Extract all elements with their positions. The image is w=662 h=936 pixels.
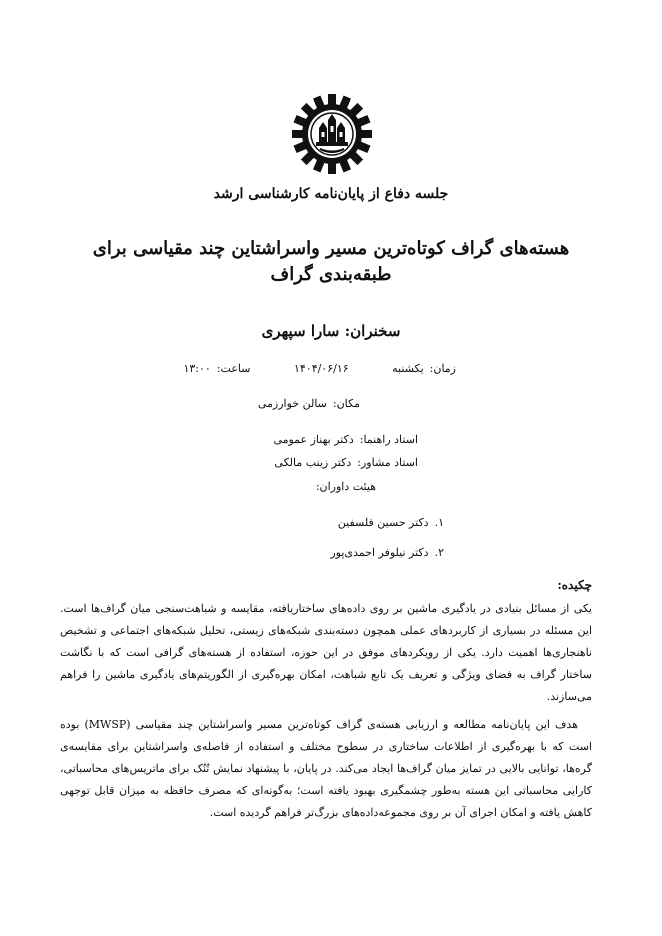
- co-advisor-value: دکتر زینب مالکی: [274, 456, 352, 469]
- date-value: ۱۴۰۴/۰۶/۱۶: [293, 362, 349, 375]
- speaker-label: سخنران:: [344, 322, 401, 340]
- jury-member: [338, 516, 444, 529]
- university-seal-icon: [290, 92, 374, 176]
- jury-member-number: ۲.: [434, 546, 444, 559]
- time-label: ساعت:: [216, 362, 251, 375]
- advisor-label: استاد راهنما:: [359, 433, 418, 446]
- jury-heading: هیئت داوران:: [315, 480, 376, 493]
- day-value: یکشنبه: [392, 362, 424, 375]
- time-value: ۱۳:۰۰: [183, 362, 211, 375]
- location-value: سالن خوارزمی: [257, 397, 327, 410]
- co-advisor-label: استاد مشاور:: [357, 456, 418, 469]
- jury-member-name: دکتر حسین فلسفین: [337, 516, 429, 529]
- abstract-heading: چکیده:: [557, 578, 592, 592]
- speaker-line: [0, 322, 662, 340]
- event-kicker: جلسه دفاع از پایان‌نامه کارشناسی ارشد: [213, 186, 449, 202]
- schedule-line: [183, 362, 456, 375]
- thesis-title: هسته‌های گراف کوتاه‌ترین مسیر واسراشتاین چند مقیاسی برای طبقه‌بندی گراف: [92, 238, 570, 285]
- date-label: زمان:: [429, 362, 456, 375]
- advisor-value: دکتر بهناز عمومی: [273, 433, 354, 446]
- advisor-line: [273, 433, 418, 446]
- location-line: [258, 397, 360, 410]
- jury-member-number: ۱.: [434, 516, 444, 529]
- co-advisor-line: [274, 456, 418, 469]
- location-label: مکان:: [332, 397, 360, 410]
- speaker-name: سارا سپهری: [261, 322, 340, 340]
- jury-member: [330, 546, 444, 559]
- date-group: [392, 362, 456, 375]
- abstract-paragraph: هدف این پایان‌نامه مطالعه و ارزیابی هسته‌ی گراف کوتاه‌ترین مسیر واسراشتاین چند مقیاسی (MWSP) بوده است که با بهره‌گیری از اطلاعات ساختاری در سطوح مختلف و استفاده از فاصله‌ی واسراشتاین برای مقایسه‌ی گره‌ها، توانایی بالایی در تمایز میان گراف‌ها ایجاد می‌کند. در پایان، با پیشنهاد نمایش تُنُک برای ماتریس‌های محاسباتی، کارایی محاسباتی این هسته به‌طور چشمگیری بهبود یافته است؛ به‌گونه‌ای که مصرف حافظه به میزان قابل توجهی کاهش یافته و امکان اجرای آن بر روی مجموعه‌داده‌های بزرگ‌تر فراهم گردیده است.: [60, 718, 592, 819]
- time-group: [183, 362, 250, 375]
- abstract-paragraph: یکی از مسائل بنیادی در یادگیری ماشین بر روی داده‌های ساختاریافته، مقایسه و شباهت‌سنجی میان گراف‌ها است. این مسئله در بسیاری از کاربردهای عملی همچون دسته‌بندی شبکه‌های زیستی، تحلیل شبکه‌های اجتماعی و تشخیص ناهنجاری‌ها اهمیت دارد. یکی از رویکردهای موفق در این حوزه، استفاده از هسته‌های گرافی است که با نگاشت ساختار گراف به فضای ویژگی و تعریف یک تابع شباهت، امکان بهره‌گیری از الگوریتم‌های یادگیری ماشین را فراهم می‌سازند.: [60, 602, 592, 703]
- jury-member-name: دکتر نیلوفر احمدی‌پور: [330, 546, 429, 559]
